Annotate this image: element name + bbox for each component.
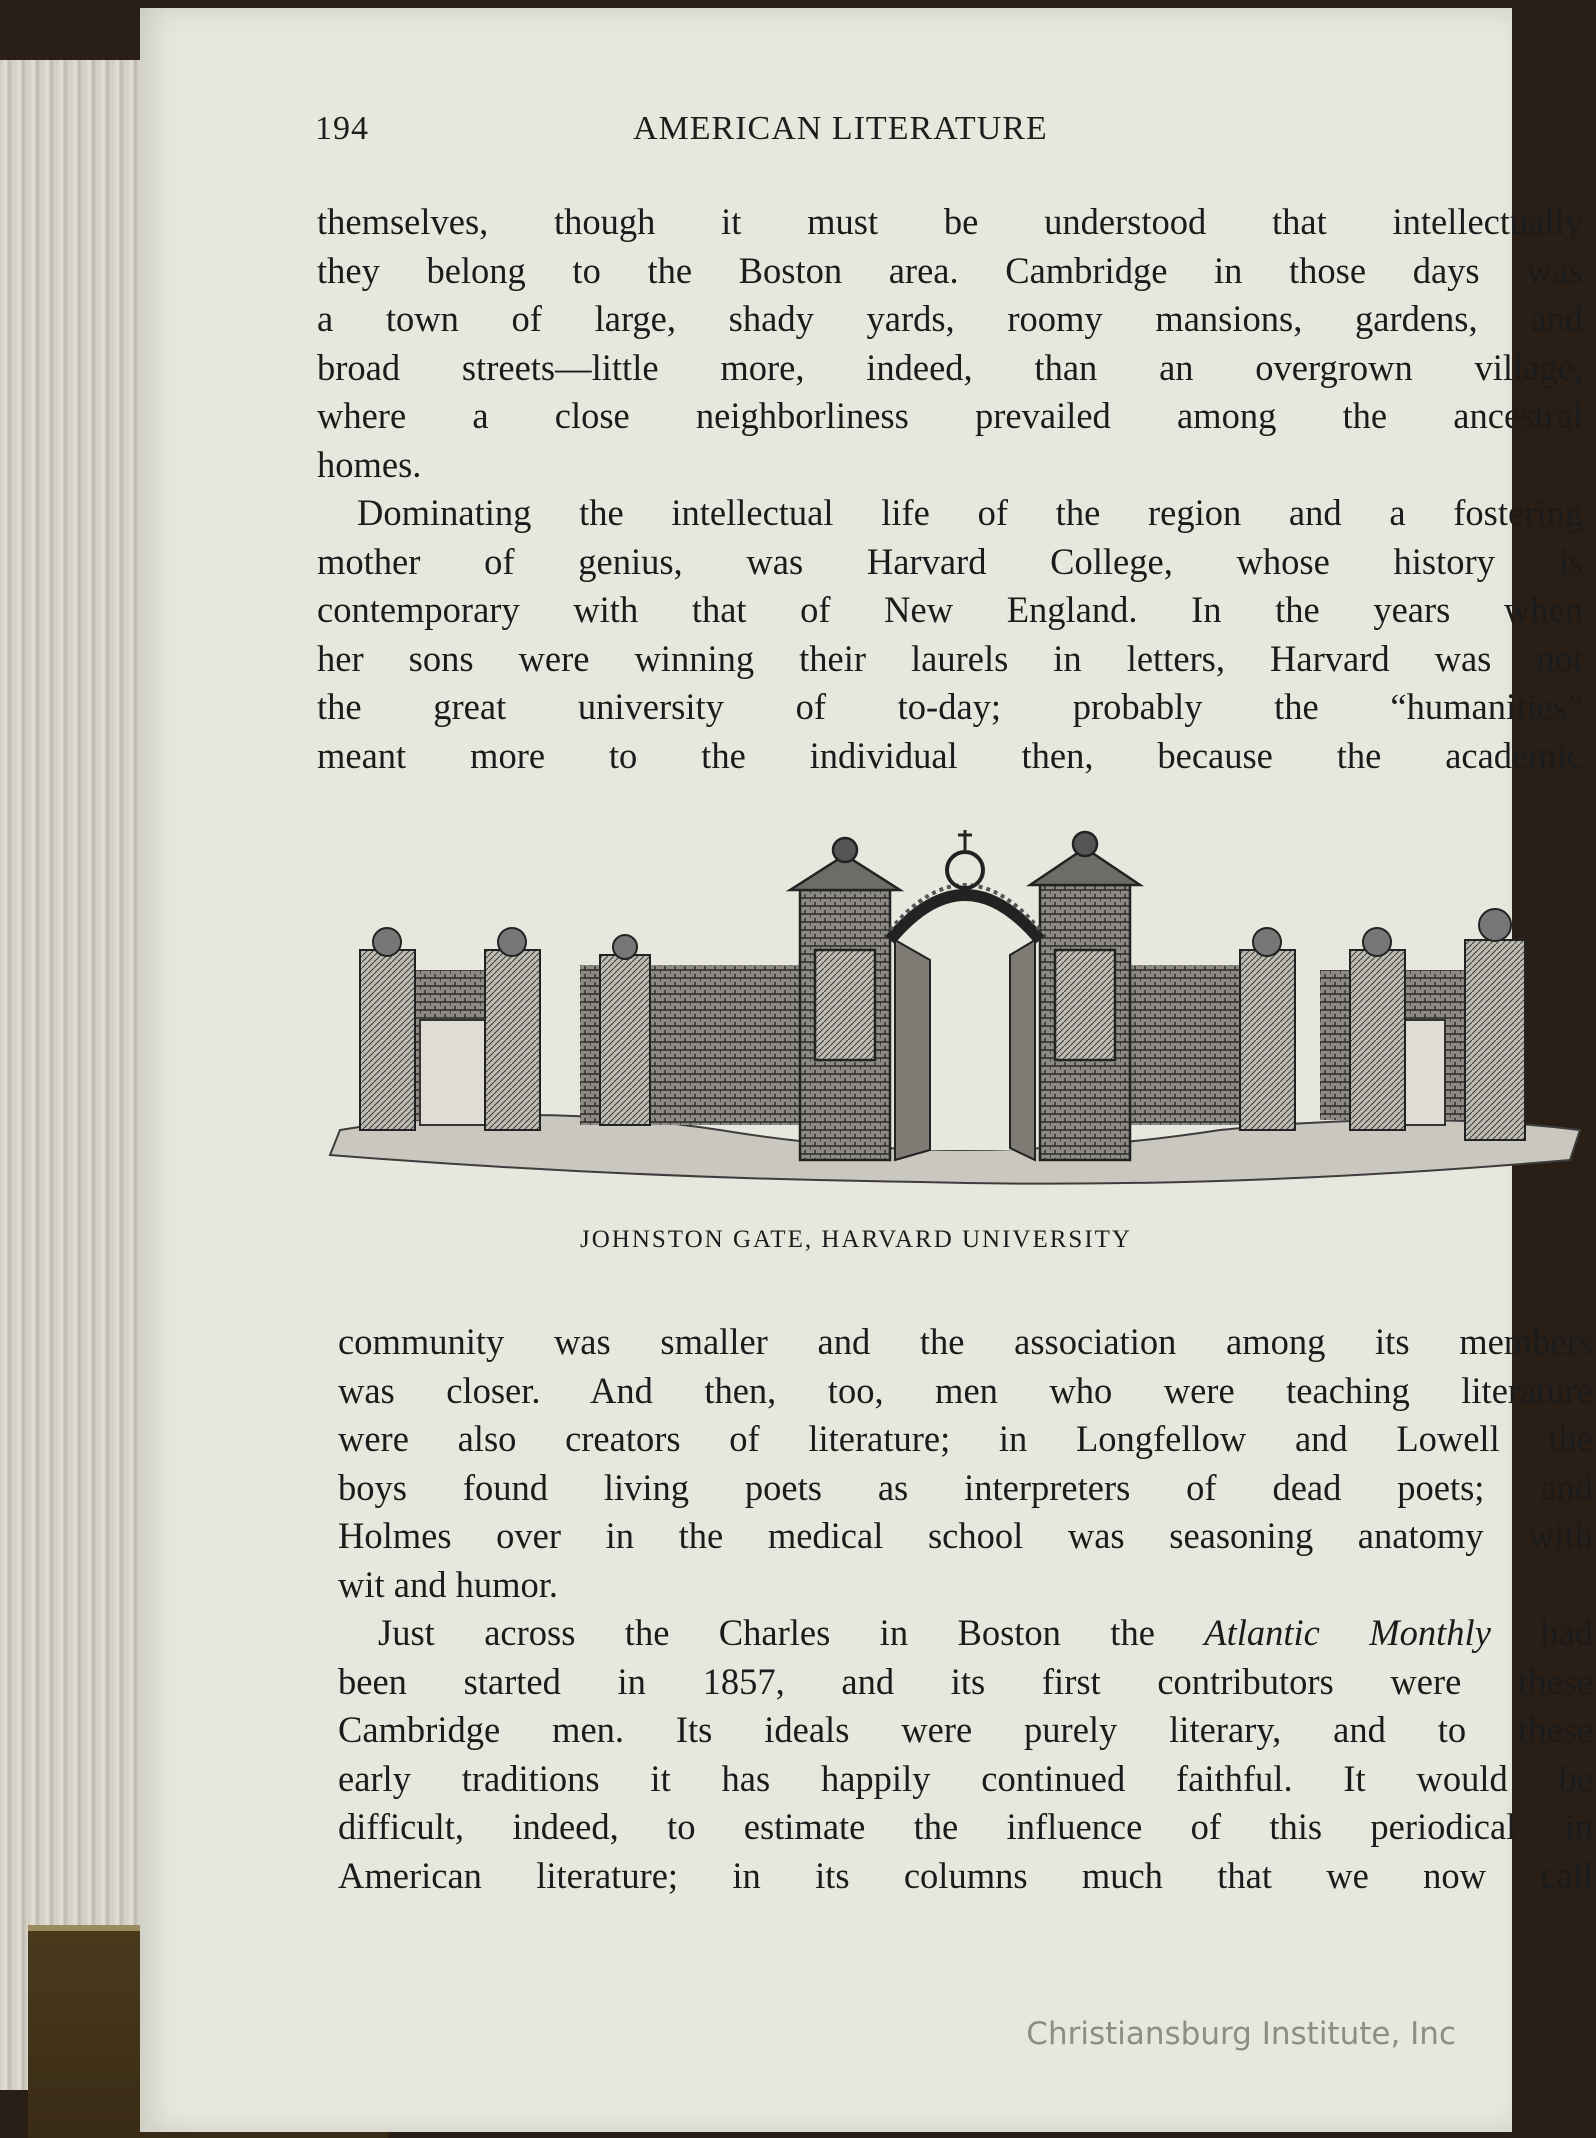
running-head: AMERICAN LITERATURE xyxy=(633,110,1048,147)
page-header xyxy=(140,110,1512,152)
text-line: Holmes over in the medical school was seasoning anatomy with xyxy=(338,1515,1593,1556)
text-line: a town of large, shady yards, roomy mansions, gardens, and xyxy=(317,298,1583,339)
text-span: had xyxy=(1490,1612,1593,1653)
text-line: difficult, indeed, to estimate the influence of this periodical in xyxy=(338,1806,1593,1847)
text-line: they belong to the Boston area. Cambridge in those days was xyxy=(317,249,1583,291)
text-line: boys found living poets as interpreters of dead poets; and xyxy=(338,1466,1593,1508)
text-line: meant more to the individual then, because the academic xyxy=(317,734,1583,776)
watermark: Christiansburg Institute, Inc xyxy=(1026,2016,1456,2052)
paragraph xyxy=(338,1609,1593,1900)
text-line: wit and humor. xyxy=(338,1563,558,1605)
text-block-bottom xyxy=(338,1318,1593,1900)
paragraph xyxy=(317,489,1583,780)
page-number: 194 xyxy=(315,110,369,147)
text-line: Dominating the intellectual life of the region and a fostering xyxy=(357,492,1583,533)
text-span: Just across the Charles in Boston the xyxy=(378,1612,1205,1653)
illustration-caption: JOHNSTON GATE, HARVARD UNIVERSITY xyxy=(580,1226,1132,1253)
text-line: been started in 1857, and its first contributors were these xyxy=(338,1660,1593,1702)
text-line: where a close neighborliness prevailed among the ancestral xyxy=(317,395,1583,436)
text-line: the great university of to-day; probably the “humanities” xyxy=(317,686,1583,727)
text-line: her sons were winning their laurels in letters, Harvard was not xyxy=(317,637,1583,679)
text-line: broad streets—little more, indeed, than an overgrown village, xyxy=(317,346,1583,388)
text-line: were also creators of literature; in Longfellow and Lowell the xyxy=(338,1418,1593,1459)
text-line: mother of genius, was Harvard College, whose history is xyxy=(317,540,1583,582)
text-line xyxy=(338,1609,1593,1658)
paragraph xyxy=(338,1318,1593,1609)
text-line: American literature; in its columns much that we now call xyxy=(338,1854,1593,1896)
text-block-top xyxy=(317,198,1583,780)
text-line: homes. xyxy=(317,443,422,485)
text-line: early traditions it has happily continued faithful. It would be xyxy=(338,1757,1593,1799)
text-line: contemporary with that of New England. In the years when xyxy=(317,589,1583,630)
text-line: Cambridge men. Its ideals were purely literary, and to these xyxy=(338,1709,1593,1750)
paragraph xyxy=(317,198,1583,489)
periodical-title: Atlantic Monthly xyxy=(1204,1612,1491,1653)
johnston-gate-illustration xyxy=(320,830,1596,1200)
text-line: was closer. And then, too, men who were teaching literature xyxy=(338,1369,1593,1411)
text-line: community was smaller and the association among its members xyxy=(338,1321,1593,1362)
book-page xyxy=(140,8,1593,2132)
text-line: themselves, though it must be understood that intellectually xyxy=(317,201,1583,242)
